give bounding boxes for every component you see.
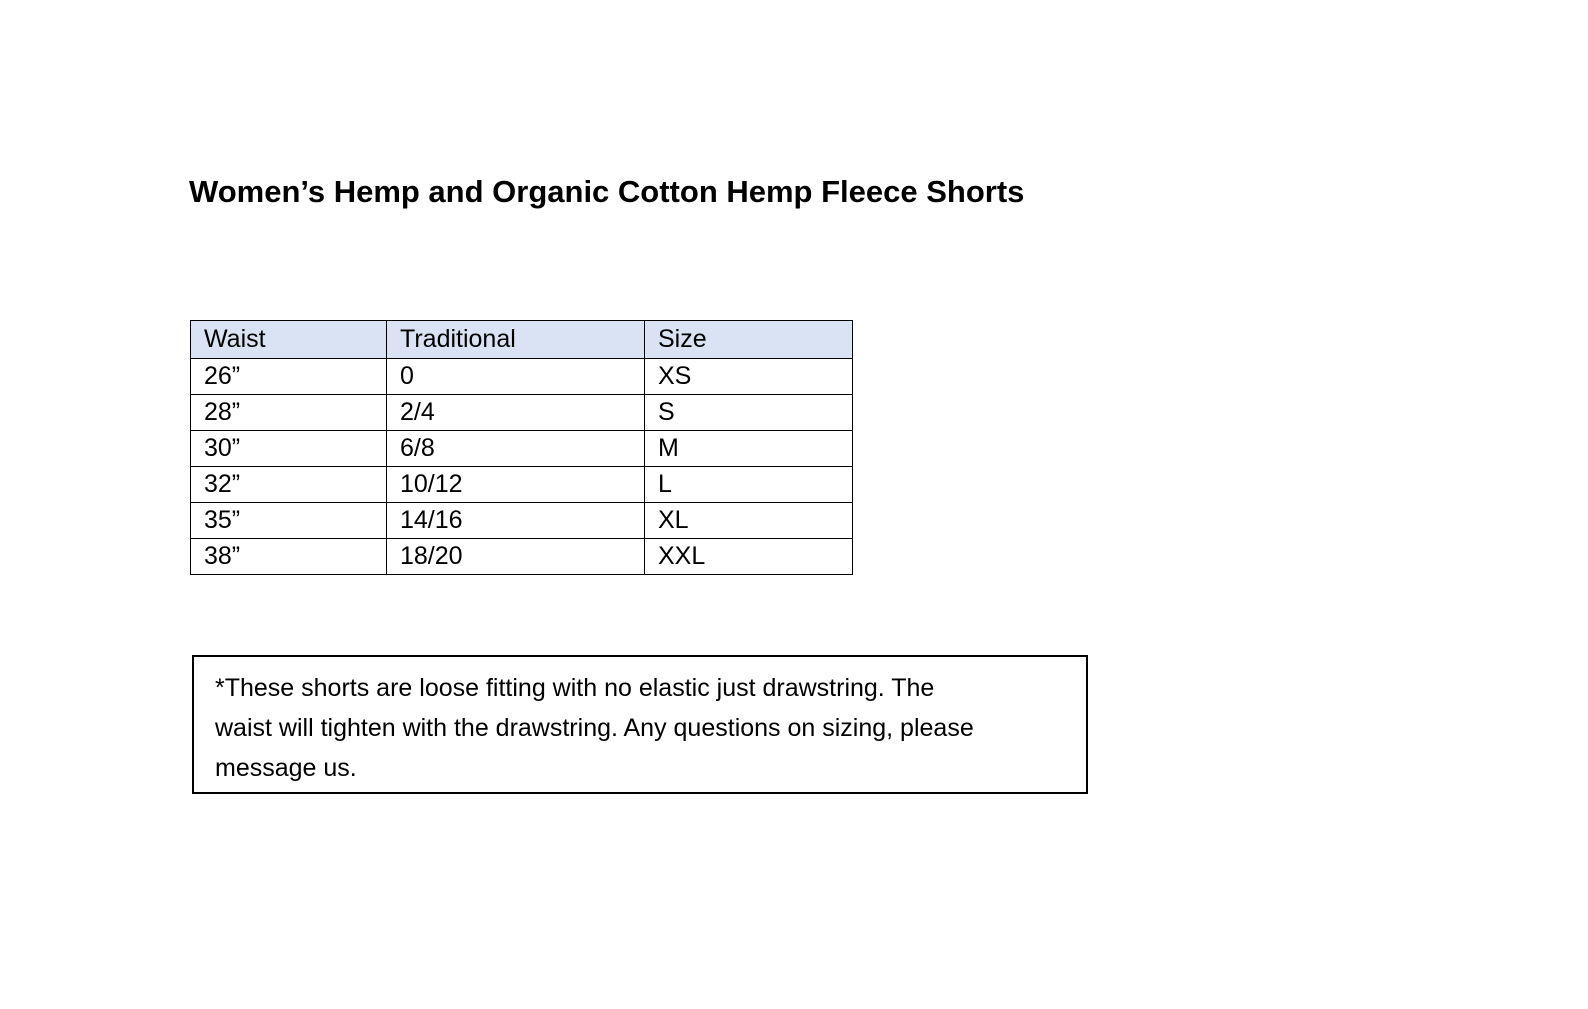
cell-traditional: 10/12 [387,467,645,503]
cell-traditional: 18/20 [387,539,645,575]
header-size: Size [645,321,853,359]
cell-size: XXL [645,539,853,575]
sizing-note-box [192,655,1088,794]
table-row [191,467,853,503]
table-row [191,431,853,467]
header-traditional: Traditional [387,321,645,359]
table-row [191,395,853,431]
note-line: *These shorts are loose fitting with no elastic just drawstring. The [215,674,935,702]
note-line: message us. [215,754,357,782]
cell-waist: 38” [191,539,387,575]
cell-size: L [645,467,853,503]
cell-waist: 32” [191,467,387,503]
cell-waist: 28” [191,395,387,431]
page-title: Women’s Hemp and Organic Cotton Hemp Fleece Shorts [189,174,1025,209]
table-row [191,539,853,575]
size-chart-table [190,320,853,575]
cell-waist: 26” [191,359,387,395]
cell-traditional: 2/4 [387,395,645,431]
table-header-row [191,321,853,359]
cell-waist: 35” [191,503,387,539]
cell-size: M [645,431,853,467]
cell-size: XL [645,503,853,539]
table-row [191,503,853,539]
cell-size: XS [645,359,853,395]
note-line: waist will tighten with the drawstring. Any questions on sizing, please [215,714,974,742]
table-row [191,359,853,395]
cell-traditional: 14/16 [387,503,645,539]
cell-waist: 30” [191,431,387,467]
header-waist: Waist [191,321,387,359]
cell-traditional: 0 [387,359,645,395]
cell-traditional: 6/8 [387,431,645,467]
cell-size: S [645,395,853,431]
